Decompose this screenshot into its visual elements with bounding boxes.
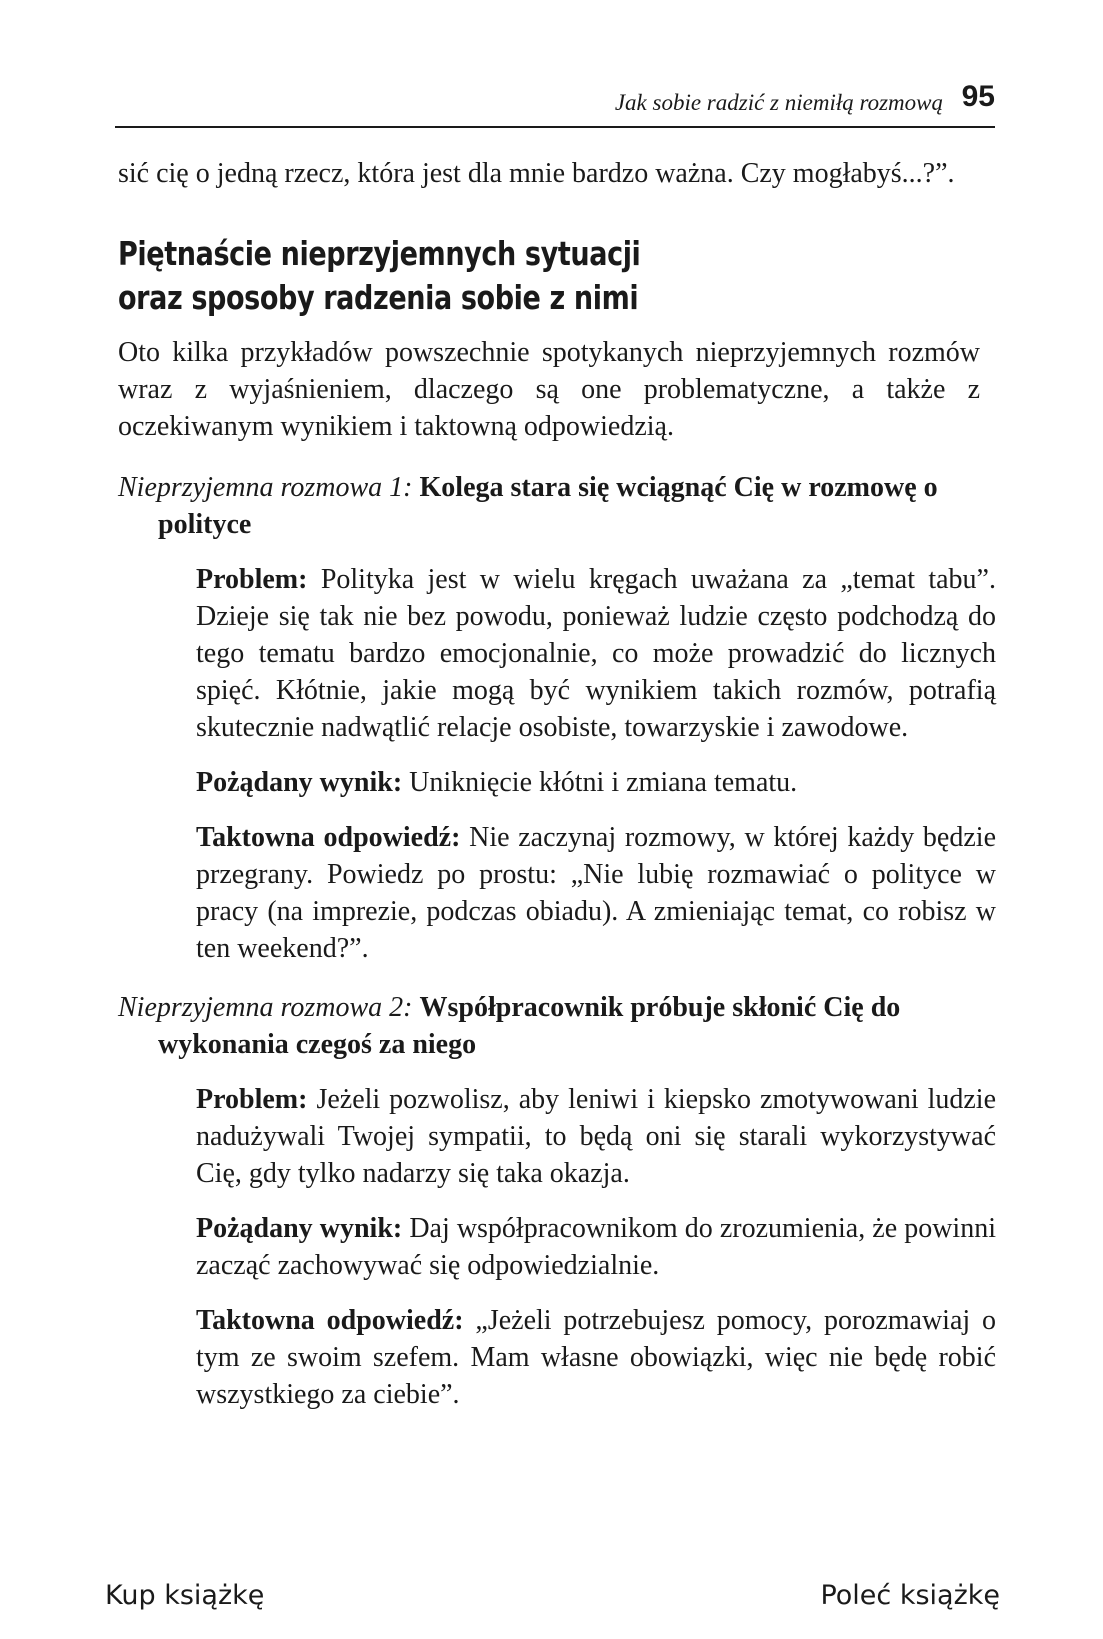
outcome-text: Daj współpracownikom do zrozumienia, że powinni zacząć zachowywać się odpowiedzialnie. [196,1213,996,1281]
conversation-label: Nieprzyjemna rozmowa 2: [118,992,413,1023]
paragraph-continuation: sić cię o jedną rzecz, która jest dla mnie bardzo ważna. Czy mogłabyś...?”. [118,158,955,189]
section-intro: Oto kilka przykładów powszechnie spotykanych nieprzyjemnych rozmów wraz z wyjaśnieniem, dlaczego są one problematyczne, a także z oczekiwanym wynikiem i taktowną odpowiedzią. [118,337,980,442]
conversation-label: Nieprzyjemna rozmowa 1: [118,472,413,503]
outcome-text: Uniknięcie kłótni i zmiana tematu. [409,767,798,798]
outcome-paragraph [196,1210,996,1284]
running-title: Jak sobie radzić z niemiłą rozmową [614,90,943,115]
problem-text: Polityka jest w wielu kręgach uważana za „temat tabu”. Dzieje się tak nie bez powodu, ponieważ ludzie często podchodzą do tego tematu bardzo emocjonalnie, co może prowadzić do licznych spięć. Kłótnie, jakie mogą być wynikiem takich rozmów, potrafią skutecznie nadwątlić relacje osobiste, towarzyskie i zawodowe. [196,564,996,743]
outcome-paragraph [196,764,996,801]
problem-text: Jeżeli pozwolisz, aby leniwi i kiepsko zmotywowani ludzie nadużywali Twojej sympatii, to będą oni się starali wykorzystywać Cię, gdy tylko nadarzy się taka okazja. [196,1084,996,1189]
outcome-label: Pożądany wynik: [196,1213,403,1244]
conversation-title: Współpracownik próbuje skłonić Cię do wykonania czegoś za niego [158,992,901,1060]
problem-paragraph [196,1081,996,1192]
buy-book-link[interactable]: Kup książkę [105,1580,265,1611]
problem-label: Problem: [196,564,308,595]
response-text: Nie zaczynaj rozmowy, w której każdy będzie przegrany. Powiedz po prostu: „Nie lubię rozmawiać o polityce w pracy (na imprezie, podczas obiadu). A zmieniając temat, co robisz w ten weekend?”. [196,822,996,964]
page-number: 95 [961,80,995,113]
response-text: „Jeżeli potrzebujesz pomocy, porozmawiaj o tym ze swoim szefem. Mam własne obowiązki, więc nie będę robić wszystkiego za ciebie”. [196,1305,997,1410]
conversation-heading-2 [118,989,998,1063]
conversation-heading-1 [118,469,998,543]
response-label: Taktowna odpowiedź: [196,822,461,853]
section-heading: Piętnaście nieprzyjemnych sytuacji oraz sposoby radzenia sobie z nimi [118,234,641,317]
problem-paragraph [196,561,996,746]
response-paragraph [196,819,996,967]
conversation-title: Kolega stara się wciągnąć Cię w rozmowę o polityce [158,472,938,540]
response-label: Taktowna odpowiedź: [196,1305,464,1336]
outcome-label: Pożądany wynik: [196,767,403,798]
recommend-book-link[interactable]: Poleć książkę [820,1580,1000,1611]
running-header [115,80,995,128]
page-content [118,155,996,1413]
problem-label: Problem: [196,1084,308,1115]
response-paragraph [196,1302,996,1413]
